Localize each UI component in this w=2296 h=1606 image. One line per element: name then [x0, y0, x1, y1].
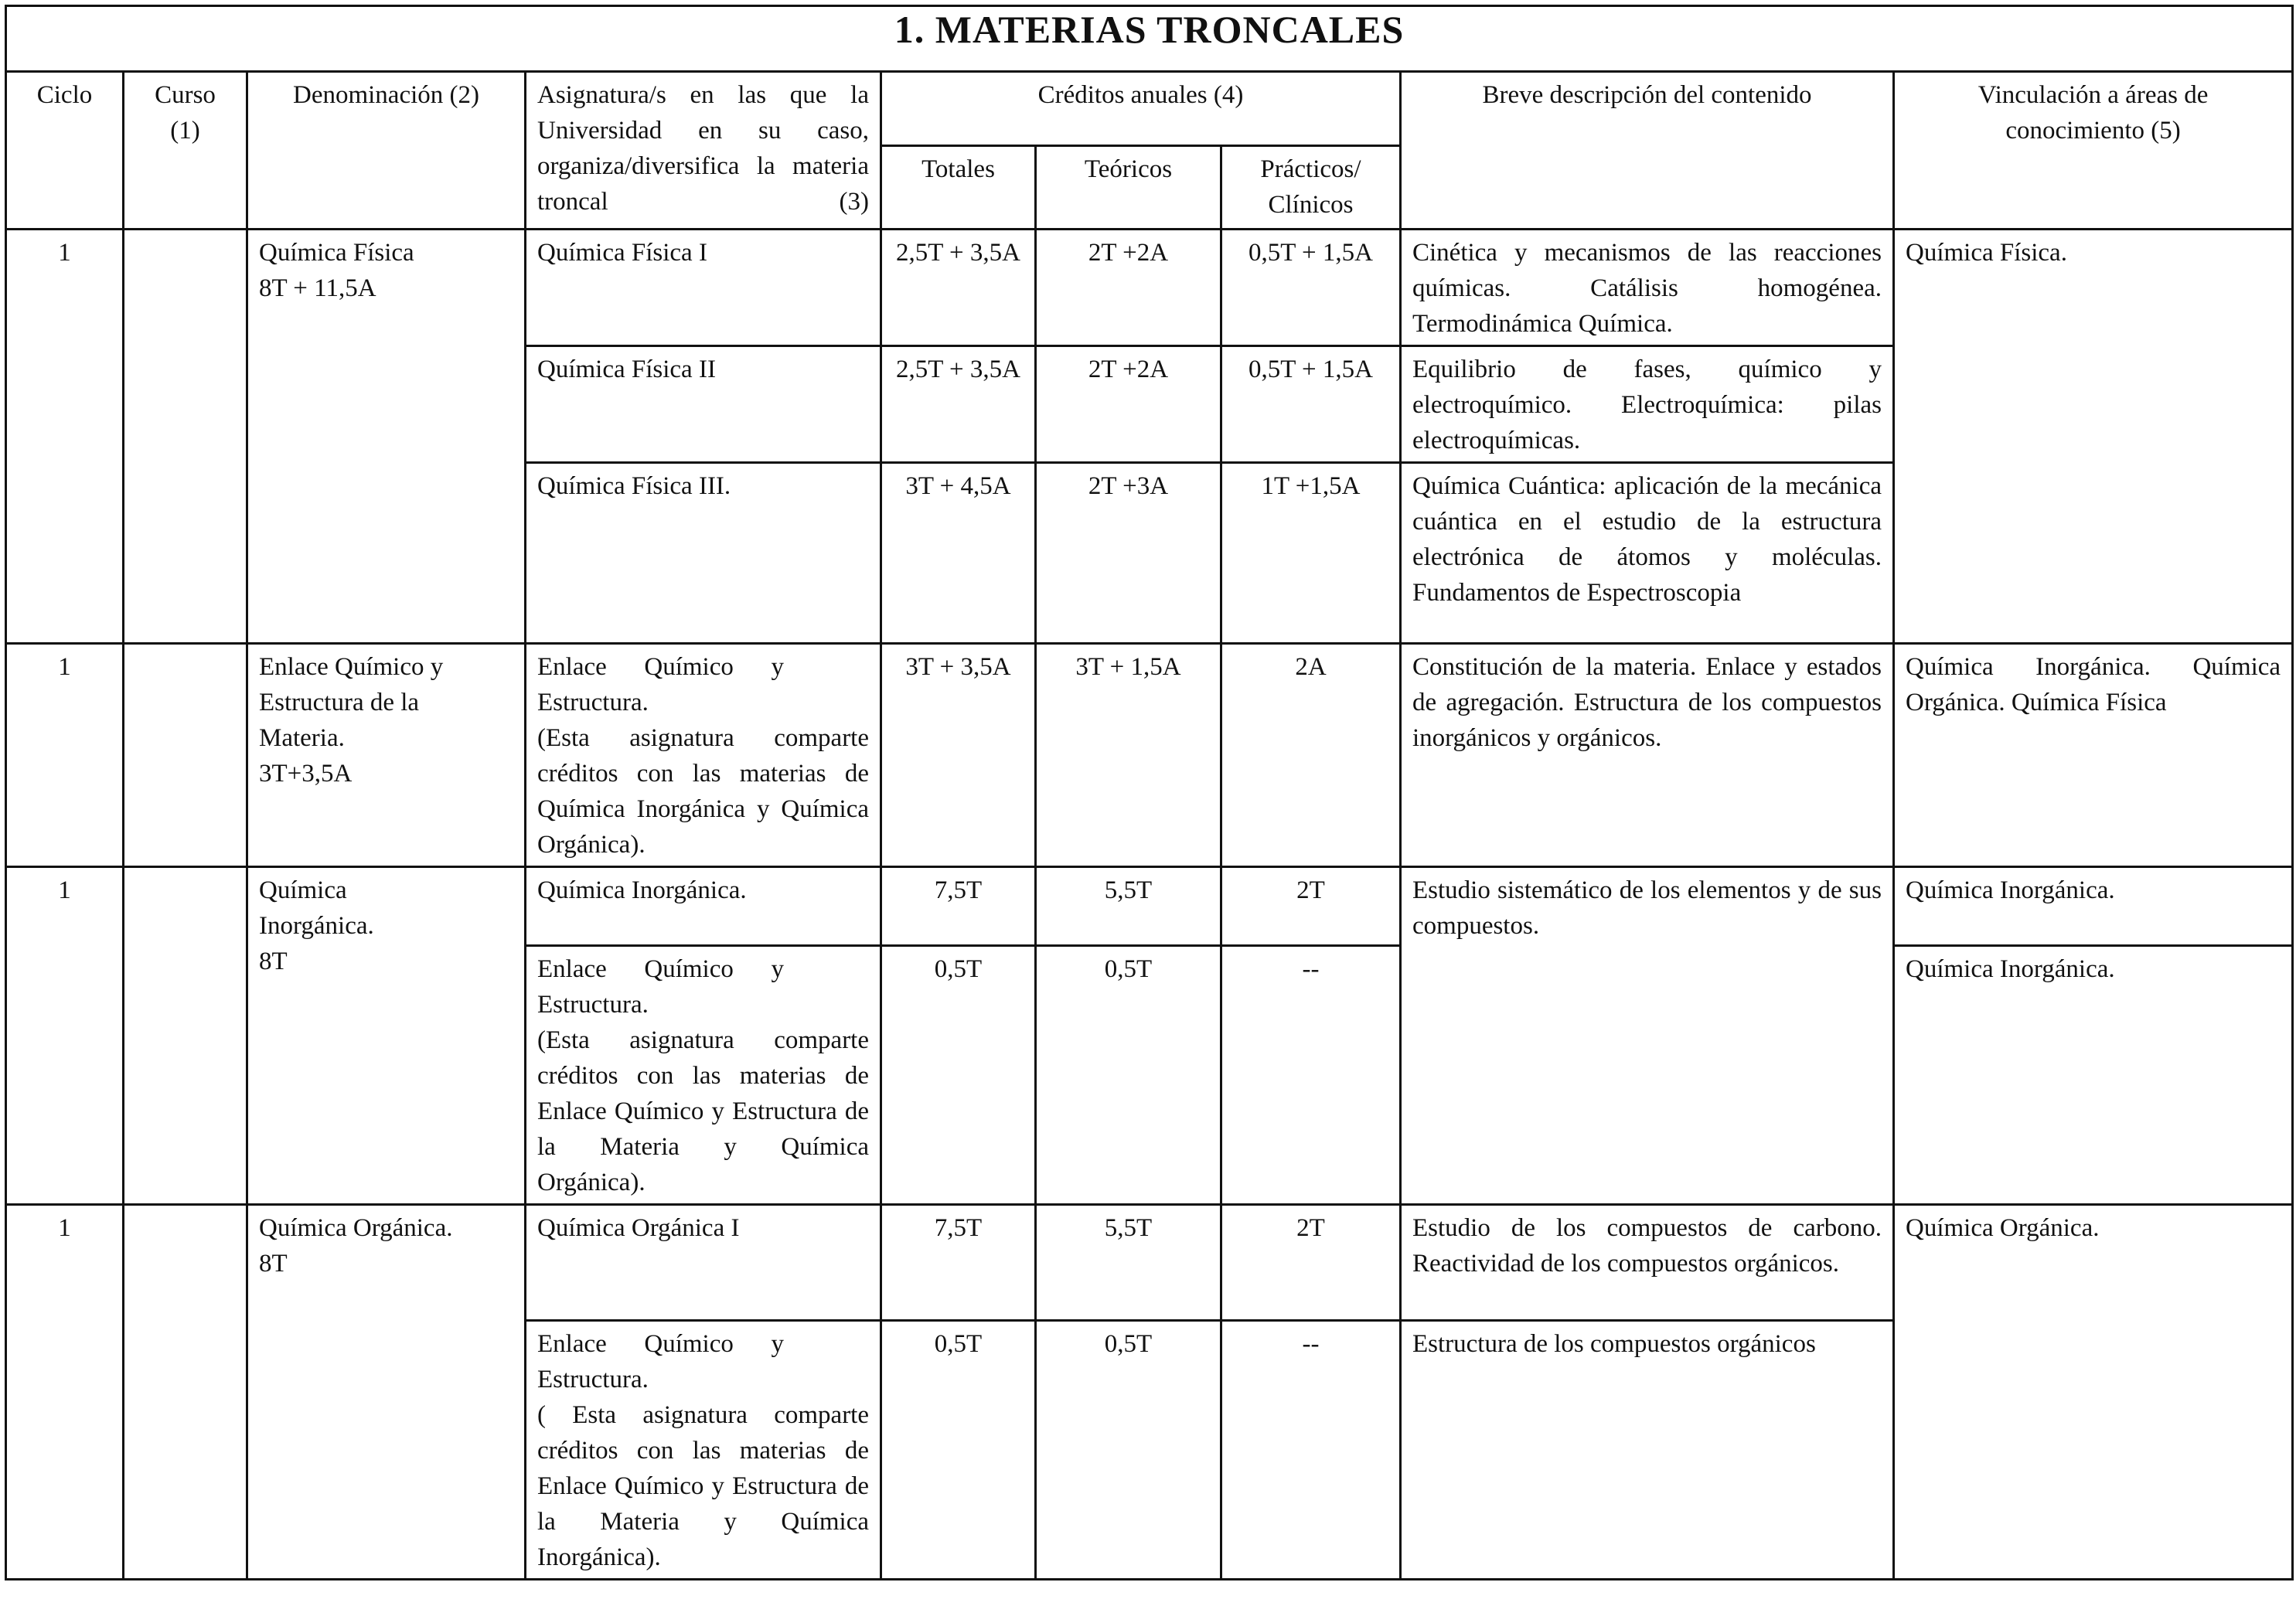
- header-creditos-anuales: Créditos anuales (4): [881, 72, 1401, 146]
- practicos-cell: --: [1221, 946, 1401, 1205]
- asignatura-cell: Química Orgánica I: [526, 1205, 881, 1321]
- practicos-cell: 0,5T + 1,5A: [1221, 230, 1401, 346]
- totales-cell: 0,5T: [881, 946, 1036, 1205]
- materias-troncales-table: [5, 5, 2294, 1580]
- practicos-cell: 2T: [1221, 1205, 1401, 1321]
- descripcion-cell: Constitución de la materia. Enlace y estados de agregación. Estructura de los compuestos inorgánicos y orgánicos.: [1401, 644, 1894, 867]
- descripcion-cell: Química Cuántica: aplicación de la mecánica cuántica en el estudio de la estructura electrónica de átomos y moléculas. Fundamentos de Espectroscopia: [1401, 463, 1894, 644]
- curso-cell: [124, 644, 247, 867]
- descripcion-cell: Equilibrio de fases, químico y electroquímico. Electroquímica: pilas electroquímicas.: [1401, 346, 1894, 463]
- practicos-cell: 2T: [1221, 867, 1401, 946]
- vinculacion-cell: Química Orgánica.: [1894, 1205, 2293, 1580]
- descripcion-cell: Estructura de los compuestos orgánicos: [1401, 1321, 1894, 1580]
- totales-cell: 7,5T: [881, 867, 1036, 946]
- denominacion-cell: [247, 230, 526, 644]
- header-curso-label: Curso: [155, 81, 216, 109]
- vinculacion-cell: Química Inorgánica.: [1894, 867, 2293, 946]
- teoricos-cell: 2T +3A: [1036, 463, 1221, 644]
- denominacion-cell: [247, 867, 526, 1205]
- practicos-cell: 2A: [1221, 644, 1401, 867]
- teoricos-cell: 0,5T: [1036, 1321, 1221, 1580]
- asignatura-name: Enlace Químico y Estructura.: [537, 955, 784, 1019]
- denominacion-line: Química Física: [259, 239, 414, 267]
- header-descripcion: Breve descripción del contenido: [1401, 72, 1894, 230]
- totales-cell: 2,5T + 3,5A: [881, 230, 1036, 346]
- denominacion-line: Química: [259, 876, 347, 904]
- table-row: [6, 230, 2293, 346]
- asignatura-cell: Química Física II: [526, 346, 881, 463]
- asignatura-cell: Química Física I: [526, 230, 881, 346]
- denominacion-line: 3T+3,5A: [259, 760, 353, 788]
- vinculacion-cell: Química Inorgánica.: [1894, 946, 2293, 1205]
- asignatura-note: (Esta asignatura comparte créditos con las materias de Enlace Químico y Estructura de la Materia y Química Orgánica).: [537, 1026, 869, 1196]
- header-curso-note: (1): [170, 117, 200, 145]
- table-row: [6, 644, 2293, 867]
- ciclo-cell: 1: [6, 1205, 124, 1580]
- descripcion-cell: Estudio de los compuestos de carbono. Reactividad de los compuestos orgánicos.: [1401, 1205, 1894, 1321]
- teoricos-cell: 5,5T: [1036, 1205, 1221, 1321]
- totales-cell: 3T + 3,5A: [881, 644, 1036, 867]
- denominacion-line: 8T + 11,5A: [259, 274, 376, 302]
- document-page: [5, 5, 2291, 1580]
- totales-cell: 2,5T + 3,5A: [881, 346, 1036, 463]
- denominacion-line: 8T: [259, 1250, 288, 1278]
- curso-cell: [124, 1205, 247, 1580]
- table-row: [6, 1205, 2293, 1321]
- teoricos-cell: 2T +2A: [1036, 346, 1221, 463]
- header-practicos-label: Prácticos/: [1260, 155, 1361, 183]
- totales-cell: 0,5T: [881, 1321, 1036, 1580]
- denominacion-line: Estructura de la: [259, 689, 420, 716]
- table-title: 1. MATERIAS TRONCALES: [6, 6, 2293, 72]
- asignatura-cell: [526, 1321, 881, 1580]
- header-teoricos: Teóricos: [1036, 146, 1221, 230]
- header-practicos: [1221, 146, 1401, 230]
- vinculacion-cell: Química Inorgánica. Química Orgánica. Química Física: [1894, 644, 2293, 867]
- ciclo-cell: 1: [6, 867, 124, 1205]
- asignatura-note: ( Esta asignatura comparte créditos con las materias de Enlace Químico y Estructura de la Materia y Química Inorgánica).: [537, 1401, 869, 1571]
- header-clinicos-label: Clínicos: [1268, 191, 1354, 219]
- asignatura-name: Enlace Químico y Estructura.: [537, 653, 784, 716]
- header-denominacion: Denominación (2): [247, 72, 526, 230]
- asignatura-cell: Química Física III.: [526, 463, 881, 644]
- ciclo-cell: 1: [6, 230, 124, 644]
- totales-cell: 7,5T: [881, 1205, 1036, 1321]
- denominacion-cell: [247, 1205, 526, 1580]
- asignatura-name: Enlace Químico y Estructura.: [537, 1330, 784, 1393]
- denominacion-line: Enlace Químico y: [259, 653, 444, 681]
- asignatura-cell: Química Inorgánica.: [526, 867, 881, 946]
- totales-cell: 3T + 4,5A: [881, 463, 1036, 644]
- curso-cell: [124, 867, 247, 1205]
- teoricos-cell: 3T + 1,5A: [1036, 644, 1221, 867]
- curso-cell: [124, 230, 247, 644]
- practicos-cell: --: [1221, 1321, 1401, 1580]
- denominacion-cell: [247, 644, 526, 867]
- table-row: [6, 867, 2293, 946]
- header-ciclo: Ciclo: [6, 72, 124, 230]
- descripcion-cell: Estudio sistemático de los elementos y de sus compuestos.: [1401, 867, 1894, 1205]
- denominacion-line: Química Orgánica.: [259, 1214, 453, 1242]
- practicos-cell: 0,5T + 1,5A: [1221, 346, 1401, 463]
- asignatura-cell: [526, 644, 881, 867]
- denominacion-line: 8T: [259, 948, 288, 975]
- header-totales: Totales: [881, 146, 1036, 230]
- asignatura-cell: [526, 946, 881, 1205]
- vinculacion-cell: Química Física.: [1894, 230, 2293, 644]
- asignatura-note: (Esta asignatura comparte créditos con las materias de Química Inorgánica y Química Orgánica).: [537, 724, 869, 859]
- ciclo-cell: 1: [6, 644, 124, 867]
- descripcion-cell: Cinética y mecanismos de las reacciones químicas. Catálisis homogénea. Termodinámica Química.: [1401, 230, 1894, 346]
- teoricos-cell: 5,5T: [1036, 867, 1221, 946]
- teoricos-cell: 0,5T: [1036, 946, 1221, 1205]
- teoricos-cell: 2T +2A: [1036, 230, 1221, 346]
- practicos-cell: 1T +1,5A: [1221, 463, 1401, 644]
- header-vinculacion: Vinculación a áreas de conocimiento (5): [1894, 72, 2293, 230]
- denominacion-line: Materia.: [259, 724, 345, 752]
- header-curso: [124, 72, 247, 230]
- header-asignatura: Asignatura/s en las que la Universidad en su caso, organiza/diversifica la materia troncal (3): [526, 72, 881, 230]
- denominacion-line: Inorgánica.: [259, 912, 374, 940]
